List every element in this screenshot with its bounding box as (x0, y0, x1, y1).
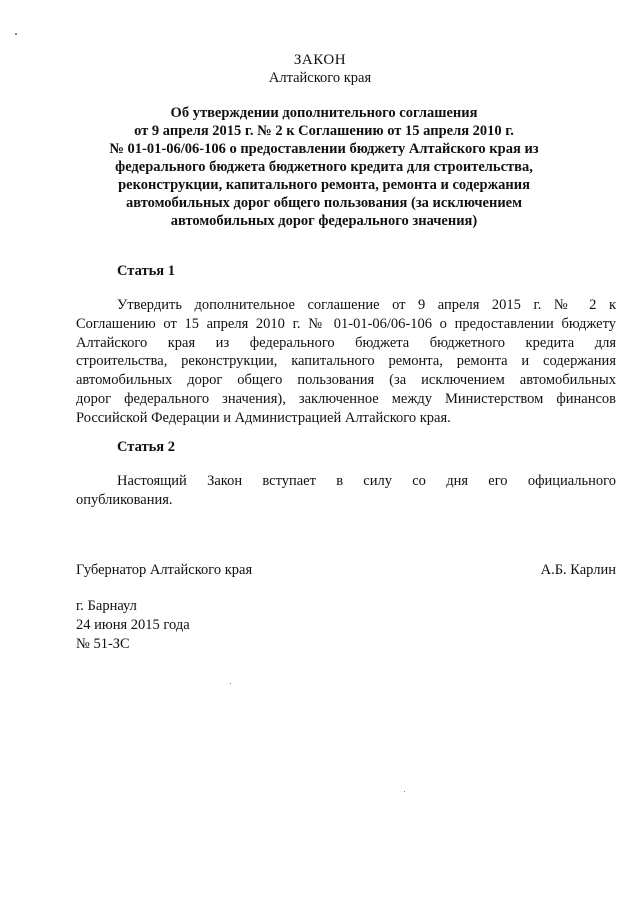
title-line: № 01-01-06/06-106 о предоставлении бюджету Алтайского края из (109, 141, 539, 157)
document-title (100, 104, 548, 230)
signatory-position: Губернатор Алтайского края (76, 562, 253, 578)
article-1-line: строительства, реконструкции, капитального ремонта, ремонта и содержания (76, 353, 616, 370)
title-line: Об утверждении дополнительного соглашения (170, 105, 478, 121)
title-line: автомобильных дорог общего пользования (за исключением (126, 195, 522, 211)
article-1-line: Алтайского края из федерального бюджета бюджетного кредита для (76, 334, 616, 351)
place-city: г. Барнаул (76, 598, 137, 614)
article-1-line: автомобильных дорог общего пользования (за исключением автомобильных (76, 372, 616, 389)
article-1-line: Соглашению от 15 апреля 2010 г. № 01-01-06/06-106 о предоставлении бюджету (76, 315, 616, 332)
title-line: от 9 апреля 2015 г. № 2 к Соглашению от 15 апреля 2010 г. (134, 123, 514, 139)
article-1-line: Утвердить дополнительное соглашение от 9 апреля 2015 г. № 2 к (117, 297, 616, 313)
article-1-line: дорог федерального значения), заключенное между Министерством финансов (76, 390, 616, 407)
article-1-heading: Статья 1 (117, 263, 175, 279)
document-type: ЗАКОН (293, 52, 347, 68)
article-2-body (76, 472, 616, 510)
adoption-date: 24 июня 2015 года (76, 616, 190, 633)
title-line: федерального бюджета бюджетного кредита для строительства, (115, 159, 533, 175)
title-line: автомобильных дорог федерального значения) (170, 213, 478, 229)
scan-speck (404, 791, 405, 792)
scan-speck (230, 683, 231, 684)
article-2-heading: Статья 2 (117, 439, 175, 455)
article-1-line: Российской Федерации и Администрацией Алтайского края. (76, 409, 451, 426)
place-date-block (76, 597, 190, 653)
title-line: реконструкции, капитального ремонта, ремонта и содержания (118, 177, 530, 193)
document-region: Алтайского края (268, 70, 372, 86)
scan-speck (15, 33, 17, 35)
signatory-name: А.Б. Карлин (540, 562, 616, 578)
law-number: № 51-ЗС (76, 635, 130, 652)
article-2-line: Настоящий Закон вступает в силу со дня его официального (117, 473, 616, 489)
article-1-body (76, 296, 616, 428)
article-2-line: опубликования. (76, 491, 173, 508)
